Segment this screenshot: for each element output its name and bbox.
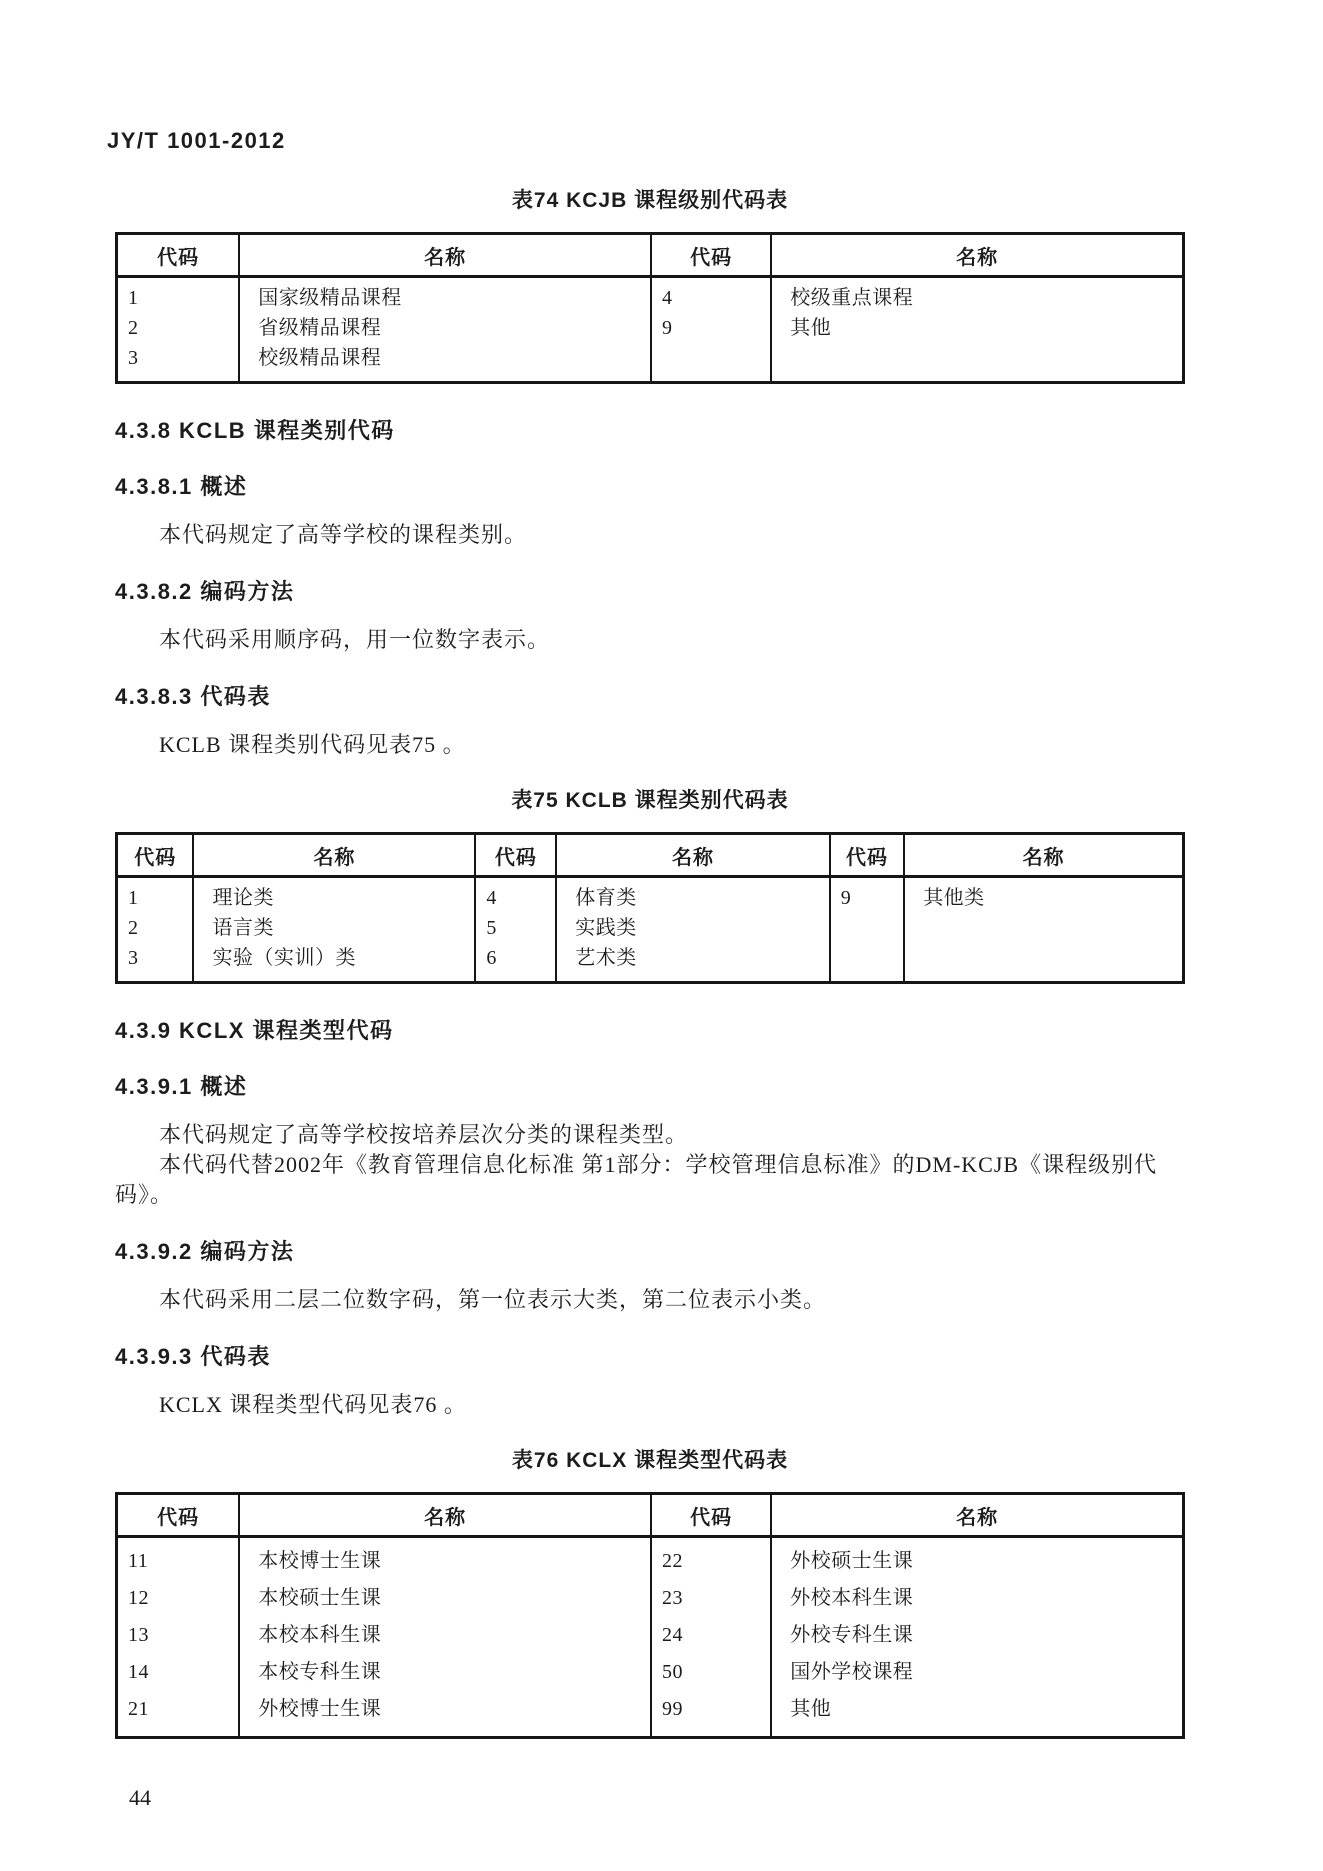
table-body-column	[118, 878, 192, 981]
table-cell-line: 3	[128, 347, 139, 369]
paragraph	[115, 1390, 1185, 1420]
paragraph	[115, 730, 1185, 760]
table-header-row	[118, 1495, 1182, 1538]
paragraph-line: 本代码采用二层二位数字码，第一位表示大类，第二位表示小类。	[159, 1287, 827, 1312]
code-table	[115, 1492, 1185, 1739]
table-cell-line: 理论类	[212, 887, 274, 909]
paragraph-line: 本代码规定了高等学校按培养层次分类的课程类型。	[159, 1122, 689, 1147]
table-header-cell: 代码	[118, 835, 192, 878]
table-cell-line: 14	[128, 1661, 149, 1683]
table-header-row	[118, 235, 1182, 278]
table-cell-line	[905, 913, 1182, 943]
table-body-column	[829, 878, 903, 981]
paragraph-line: KCLX 课程类型代码见表76 。	[159, 1392, 467, 1417]
table-body-column	[118, 1538, 238, 1736]
table-header-cell: 名称	[903, 835, 1182, 878]
table-header-cell: 代码	[829, 835, 903, 878]
section-heading: 4.3.9 KCLX 课程类型代码	[115, 1018, 394, 1043]
table-cell-line: 21	[128, 1698, 149, 1720]
table-header-cell: 名称	[770, 1495, 1182, 1538]
table-cell-line: 体育类	[575, 887, 637, 909]
table-cell-line	[652, 343, 770, 373]
table-cell-line: 5	[486, 917, 497, 939]
table-cell-line: 国外学校课程	[790, 1661, 914, 1683]
table-cell-line: 24	[661, 1624, 683, 1646]
table-cell-line: 6	[486, 947, 497, 969]
table-cell-line	[905, 943, 1182, 973]
table-cell-line: 22	[661, 1550, 683, 1572]
table-body-column	[118, 278, 238, 381]
table-cell-line: 外校硕士生课	[790, 1550, 914, 1572]
table-cell-line: 外校博士生课	[258, 1698, 382, 1720]
page-number: 44	[129, 1785, 151, 1810]
document-content	[115, 184, 1185, 1739]
table-cell-line: 12	[128, 1587, 149, 1609]
table-cell-line: 实验（实训）类	[212, 947, 356, 969]
table-title: 表74 KCJB 课程级别代码表	[511, 189, 789, 212]
table-title: 表76 KCLX 课程类型代码表	[511, 1449, 789, 1472]
table-cell-line: 1	[128, 887, 139, 909]
table-cell-line: 本校博士生课	[258, 1550, 382, 1572]
table-body-column	[770, 278, 1182, 381]
table-body-column	[650, 1538, 770, 1736]
table-cell-line	[831, 913, 903, 943]
table-cell-line: 1	[128, 287, 139, 309]
paragraph	[115, 1285, 1185, 1315]
section-heading: 4.3.9.3 代码表	[115, 1344, 271, 1369]
table-cell-line: 校级重点课程	[790, 287, 914, 309]
table-cell-line: 其他	[790, 1698, 832, 1720]
table-cell-line: 99	[661, 1698, 683, 1720]
table-header-cell: 名称	[238, 235, 650, 278]
table-header-row	[118, 835, 1182, 878]
code-table	[115, 232, 1185, 384]
table-header-cell: 名称	[555, 835, 828, 878]
table-cell-line: 3	[128, 947, 139, 969]
table-cell-line	[831, 943, 903, 973]
table-header-cell: 代码	[118, 1495, 238, 1538]
paragraph	[115, 625, 1185, 655]
table-cell-line: 国家级精品课程	[258, 287, 402, 309]
table-cell-line: 艺术类	[575, 947, 637, 969]
paragraph-line: 本代码规定了高等学校的课程类别。	[159, 522, 528, 547]
table-body-column	[238, 278, 650, 381]
paragraph-line: 本代码代替2002年《教育管理信息化标准 第1部分：学校管理信息标准》的DM-KCJB《课程级别代	[159, 1152, 1158, 1177]
table-cell-line: 其他	[790, 317, 832, 339]
table-cell-line: 4	[486, 887, 497, 909]
table-cell-line: 50	[661, 1661, 683, 1683]
table-cell-line: 本校本科生课	[258, 1624, 382, 1646]
table-cell-line: 4	[661, 287, 673, 309]
table-cell-line: 23	[661, 1587, 683, 1609]
table-cell-line: 9	[840, 887, 852, 909]
section-heading: 4.3.9.2 编码方法	[115, 1239, 295, 1264]
table-header-cell: 名称	[770, 235, 1182, 278]
table-body-column	[770, 1538, 1182, 1736]
table-cell-line: 9	[661, 317, 673, 339]
table-cell-line: 语言类	[212, 917, 274, 939]
table-cell-line: 2	[128, 317, 139, 339]
table-body-column	[555, 878, 828, 981]
table-body	[118, 1538, 1182, 1736]
paragraph	[115, 520, 1185, 550]
paragraph-line: 码》。	[115, 1182, 174, 1207]
table-cell-line: 实践类	[575, 917, 637, 939]
table-header-cell: 代码	[474, 835, 555, 878]
table-body-column	[474, 878, 555, 981]
table-cell-line: 省级精品课程	[258, 317, 382, 339]
table-header-cell: 代码	[650, 235, 770, 278]
table-title: 表75 KCLB 课程类别代码表	[511, 789, 789, 812]
table-body-column	[650, 278, 770, 381]
table-body-column	[903, 878, 1182, 981]
table-body	[118, 878, 1182, 981]
section-heading: 4.3.9.1 概述	[115, 1074, 248, 1099]
paragraph	[115, 1120, 1185, 1210]
table-cell-line: 2	[128, 917, 139, 939]
table-cell-line	[772, 343, 1182, 373]
table-body-column	[238, 1538, 650, 1736]
table-header-cell: 名称	[238, 1495, 650, 1538]
code-table	[115, 832, 1185, 984]
section-heading: 4.3.8.3 代码表	[115, 684, 271, 709]
table-cell-line: 其他类	[923, 887, 985, 909]
table-cell-line: 11	[128, 1550, 149, 1572]
table-body	[118, 278, 1182, 381]
table-cell-line: 外校专科生课	[790, 1624, 914, 1646]
table-header-cell: 名称	[192, 835, 474, 878]
doc-number: JY/T 1001-2012	[107, 128, 286, 153]
section-heading: 4.3.8.2 编码方法	[115, 579, 295, 604]
table-cell-line: 本校专科生课	[258, 1661, 382, 1683]
table-header-cell: 代码	[118, 235, 238, 278]
table-header-cell: 代码	[650, 1495, 770, 1538]
section-heading: 4.3.8 KCLB 课程类别代码	[115, 418, 395, 443]
paragraph-line: 本代码采用顺序码，用一位数字表示。	[159, 627, 551, 652]
table-cell-line: 本校硕士生课	[258, 1587, 382, 1609]
paragraph-line: KCLB 课程类别代码见表75 。	[159, 732, 466, 757]
section-heading: 4.3.8.1 概述	[115, 474, 248, 499]
table-body-column	[192, 878, 474, 981]
table-cell-line: 13	[128, 1624, 149, 1646]
table-cell-line: 外校本科生课	[790, 1587, 914, 1609]
table-cell-line: 校级精品课程	[258, 347, 382, 369]
